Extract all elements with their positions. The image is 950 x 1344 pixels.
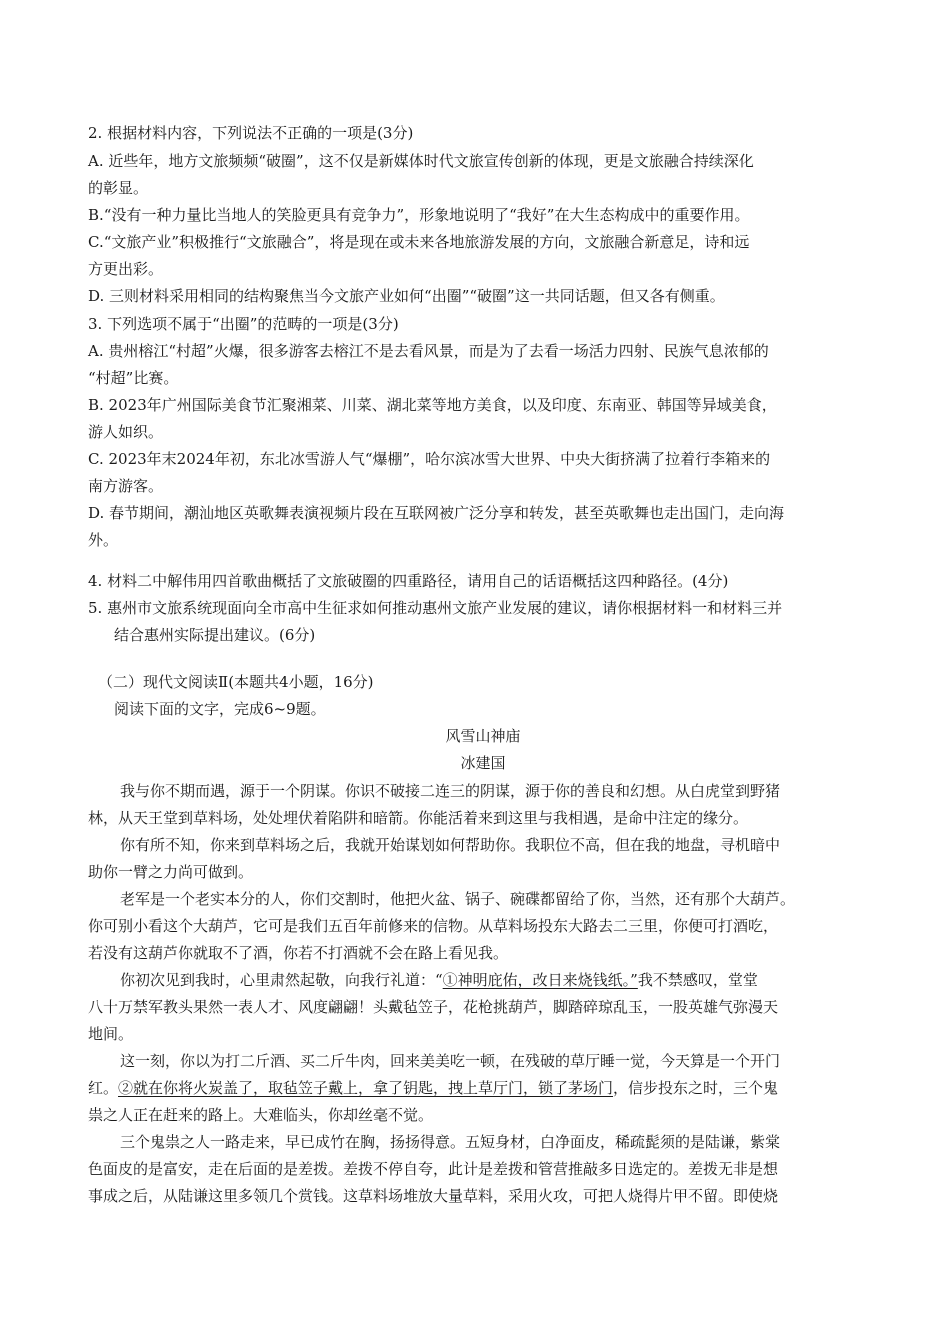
text-run: ，信步投东之时，三个鬼 bbox=[613, 1079, 779, 1097]
paragraph-line: 助你一臂之力尚可做到。 bbox=[88, 863, 254, 881]
q3-stem: 3. 下列选项不属于“出圈”的范畴的一项是(3分) bbox=[88, 315, 399, 333]
passage-title: 风雪山神庙 bbox=[445, 727, 521, 745]
q3-option-b: B. 2023年广州国际美食节汇聚湘菜、川菜、湖北菜等地方美食，以及印度、东南亚、韩国等异域美食， bbox=[88, 396, 777, 414]
q5-stem: 5. 惠州市文旅系统现面向全市高中生征求如何推动惠州文旅产业发展的建议，请你根据材料一和材料三并 bbox=[88, 599, 783, 617]
paragraph-line: 事成之后，从陆谦这里多领几个赏钱。这草料场堆放大量草料，采用火攻，可把人烧得片甲不留。即使烧 bbox=[88, 1187, 779, 1205]
paragraph-line: 八十万禁军教头果然一表人才、风度翩翩！头戴毡笠子，花枪挑葫芦，脚踏碎琼乱玉，一股英雄气弥漫天 bbox=[88, 998, 779, 1016]
paragraph-line bbox=[120, 967, 758, 994]
q3-option-a: A. 贵州榕江“村超”火爆，很多游客去榕江不是去看风景，而是为了去看一场活力四射、民族气息浓郁的 bbox=[88, 342, 769, 360]
paragraph-line: 你可别小看这个大葫芦，它可是我们五百年前修来的信物。从草料场投东大路去二三里，你便可打酒吃， bbox=[88, 917, 779, 935]
paragraph-line bbox=[88, 1075, 778, 1102]
text-run: 红。 bbox=[88, 1079, 119, 1097]
q3-option-b-cont: 游人如织。 bbox=[88, 423, 164, 441]
underlined-sentence-1: ①神明庇佑，改日来烧钱纸。” bbox=[442, 971, 638, 989]
paragraph-line: 三个鬼祟之人一路走来，早已成竹在胸，扬扬得意。五短身材，白净面皮，稀疏髭须的是陆谦，紫棠 bbox=[120, 1133, 781, 1151]
text-run: 你初次见到我时，心里肃然起敬，向我行礼道：“ bbox=[120, 971, 443, 989]
paragraph-line: 这一刻，你以为打二斤酒、买二斤牛肉，回来美美吃一顿，在残破的草厅睡一觉，今天算是一个开门 bbox=[120, 1052, 781, 1070]
section-instruction: 阅读下面的文字，完成6~9题。 bbox=[114, 700, 326, 718]
q2-option-c: C.“文旅产业”积极推行“文旅融合”，将是现在或未来各地旅游发展的方向，文旅融合新意足，诗和远 bbox=[88, 233, 750, 251]
q2-option-b: B.“没有一种力量比当地人的笑脸更具有竞争力”，形象地说明了“我好”在大生态构成中的重要作用。 bbox=[88, 206, 750, 224]
q3-option-d: D. 春节期间，潮汕地区英歌舞表演视频片段在互联网被广泛分享和转发，甚至英歌舞也走出国门，走向海 bbox=[88, 504, 785, 522]
underlined-sentence-2: ②就在你将火炭盖了，取毡笠子戴上，拿了钥匙，拽上草厅门，锁了茅场门 bbox=[118, 1079, 614, 1097]
q2-option-d: D. 三则材料采用相同的结构聚焦当今文旅产业如何“出圈”“破圈”这一共同话题，但又各有侧重。 bbox=[88, 287, 725, 305]
q3-option-c-cont: 南方游客。 bbox=[88, 477, 164, 495]
paragraph-line: 老军是一个老实本分的人，你们交割时，他把火盆、锅子、碗碟都留给了你，当然，还有那个大葫芦。 bbox=[120, 890, 796, 908]
q2-option-a: A. 近些年，地方文旅频频“破圈”，这不仅是新媒体时代文旅宣传创新的体现，更是文旅融合持续深化 bbox=[88, 152, 754, 170]
q3-option-a-cont: “村超”比赛。 bbox=[88, 369, 179, 387]
paragraph-line: 若没有这葫芦你就取不了酒，你若不打酒就不会在路上看见我。 bbox=[88, 944, 509, 962]
paragraph-line: 地间。 bbox=[88, 1025, 134, 1043]
q2-option-c-cont: 方更出彩。 bbox=[88, 260, 164, 278]
q3-option-c: C. 2023年末2024年初，东北冰雪游人气“爆棚”，哈尔滨冰雪大世界、中央大街挤满了拉着行李箱来的 bbox=[88, 450, 771, 468]
paragraph-line: 我与你不期而遇，源于一个阴谋。你识不破接二连三的阴谋，源于你的善良和幻想。从白虎堂到野猪 bbox=[120, 782, 781, 800]
q4-stem: 4. 材料二中解伟用四首歌曲概括了文旅破圈的四重路径，请用自己的话语概括这四种路径。(4分) bbox=[88, 572, 729, 590]
text-run: 我不禁感叹，堂堂 bbox=[637, 971, 758, 989]
paragraph-line: 林，从天王堂到草料场，处处埋伏着陷阱和暗箭。你能活着来到这里与我相遇，是命中注定的缘分。 bbox=[88, 809, 749, 827]
paragraph-line: 祟之人正在赶来的路上。大难临头，你却丝毫不觉。 bbox=[88, 1106, 434, 1124]
q5-stem-cont: 结合惠州实际提出建议。(6分) bbox=[114, 626, 316, 644]
section-heading: （二）现代文阅读Ⅱ(本题共4小题，16分) bbox=[98, 673, 374, 691]
q2-option-a-cont: 的彰显。 bbox=[88, 179, 149, 197]
paragraph-line: 你有所不知，你来到草料场之后，我就开始谋划如何帮助你。我职位不高，但在我的地盘，寻机暗中 bbox=[120, 836, 781, 854]
q3-option-d-cont: 外。 bbox=[88, 531, 119, 549]
passage-author: 冰建国 bbox=[460, 754, 506, 772]
paragraph-line: 色面皮的是富安，走在后面的是差拨。差拨不停自夸，此计是差拨和管营推敲多日选定的。差拨无非是想 bbox=[88, 1160, 779, 1178]
q2-stem: 2. 根据材料内容，下列说法不正确的一项是(3分) bbox=[88, 124, 414, 142]
